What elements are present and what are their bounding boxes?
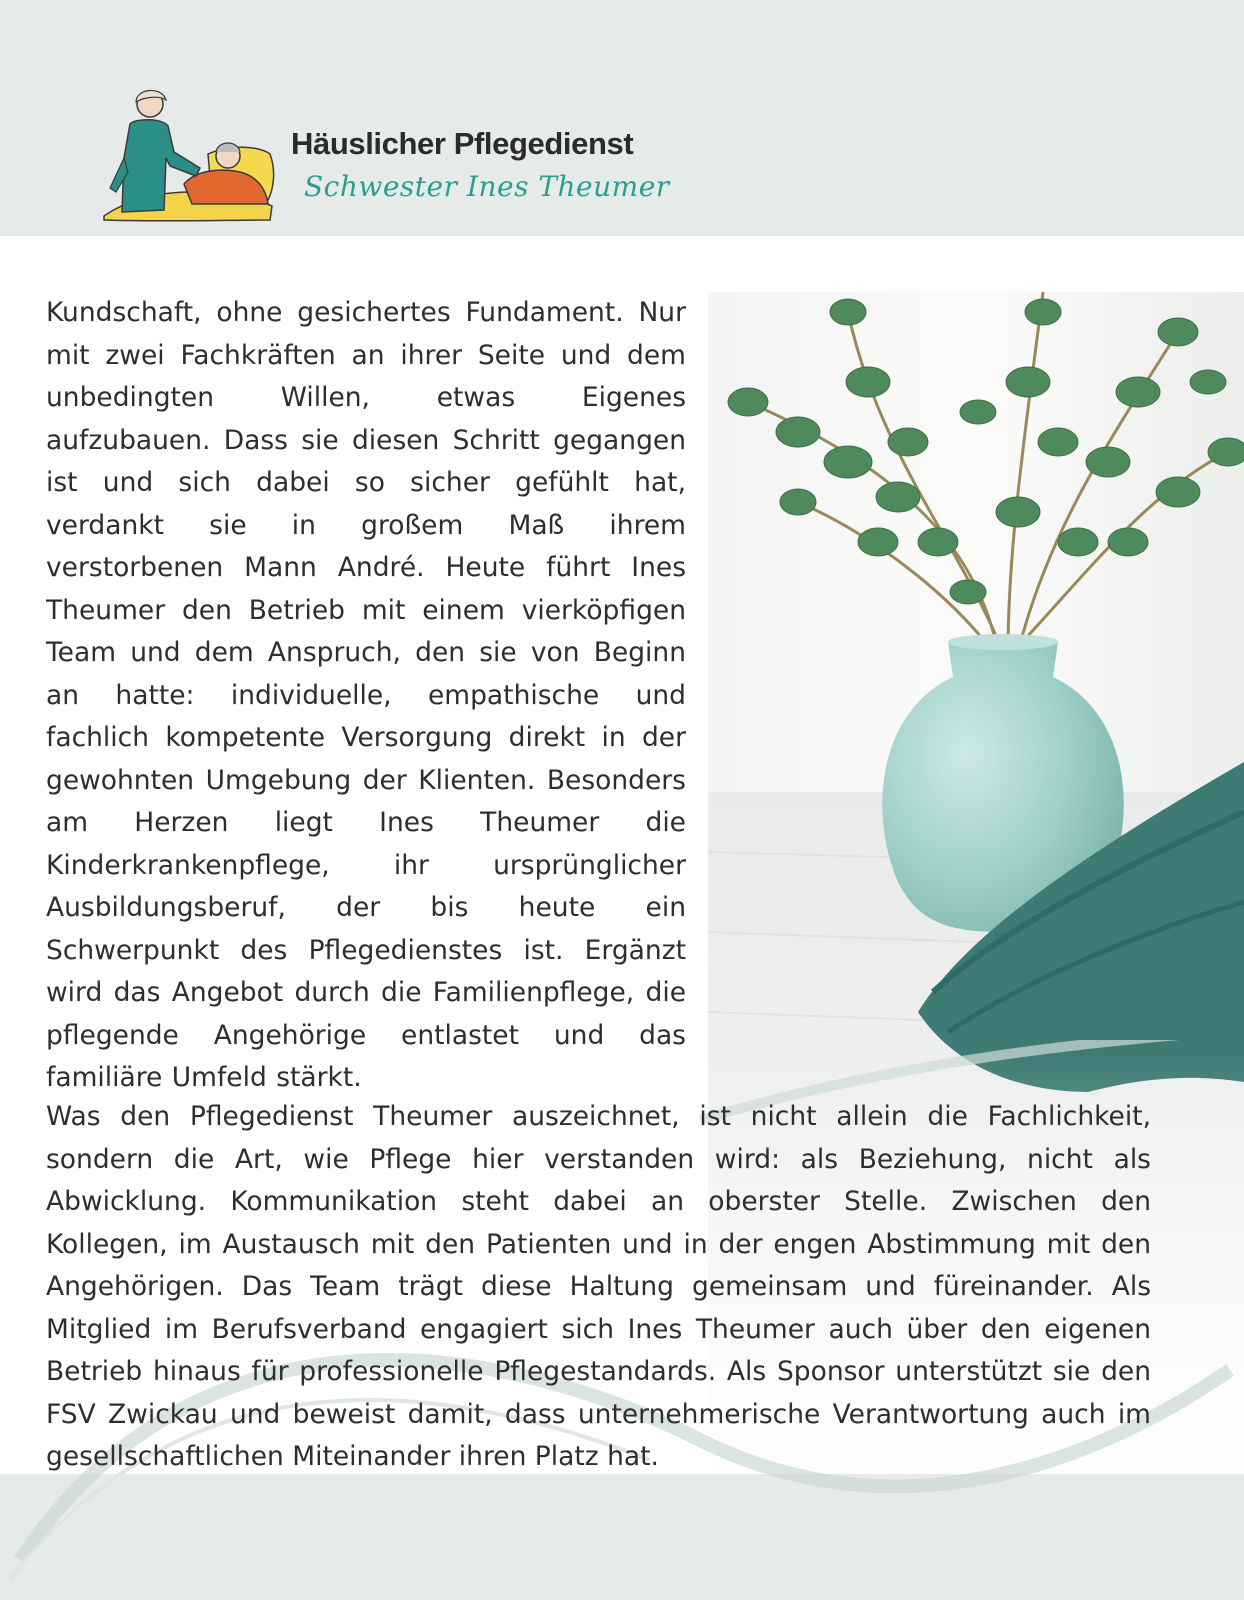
footer-band [0, 1474, 1244, 1600]
brand-title: Häuslicher Pflegedienst [291, 126, 634, 161]
header-band [0, 0, 1244, 236]
article-column [46, 292, 686, 1100]
brand-subtitle: Schwester Ines Theumer [304, 170, 670, 203]
article-wide [46, 1096, 1151, 1479]
paragraph-main: Was den Pflegedienst Theumer auszeichnet, ist nicht allein die Fachlichkeit, sondern die Art, wie Pflege hier verstanden wird: als Beziehung, nicht als Abwicklung. Kommunikation steht dabei an oberster Stelle. Zwischen den Kollegen, im Austausch mit den Patienten und in der engen Abstimmung mit den Angehörigen. Das Team trägt diese Haltung gemeinsam und füreinander. Als Mitglied im Berufsverband engagiert sich Ines Theumer auch über den eigenen Betrieb hinaus für professionelle Pflegestandards. Als Sponsor unterstützt sie den FSV Zwickau und beweist damit, dass unternehmerische Verantwortung auch im gesellschaftlichen Miteinander ihren Platz hat. [46, 1101, 1151, 1472]
nurse-logo-icon [100, 88, 280, 228]
paragraph-intro: Kundschaft, ohne gesichertes Fundament. Nur mit zwei Fachkräften an ihrer Seite und dem unbedingten Willen, etwas Eigenes aufzubauen. Dass sie diesen Schritt gegangen ist und sich dabei so sicher gefühlt hat, verdankt sie in großem Maß ihrem verstorbenen Mann André. Heute führt Ines Theumer den Betrieb mit einem vierköpfigen Team und dem Anspruch, den sie von Beginn an hatte: individuelle, empathische und fachlich kompetente Versorgung direkt in der gewohnten Umgebung der Klienten. Besonders am Herzen liegt Ines Theumer die Kinderkrankenpflege, ihr ursprünglicher Ausbildungsberuf, der bis heute ein Schwerpunkt des Pflegedienstes ist. Ergänzt wird das Angebot durch die Familienpflege, die pflegende Angehörige entlastet und das familiäre Umfeld stärkt. [46, 297, 686, 1093]
